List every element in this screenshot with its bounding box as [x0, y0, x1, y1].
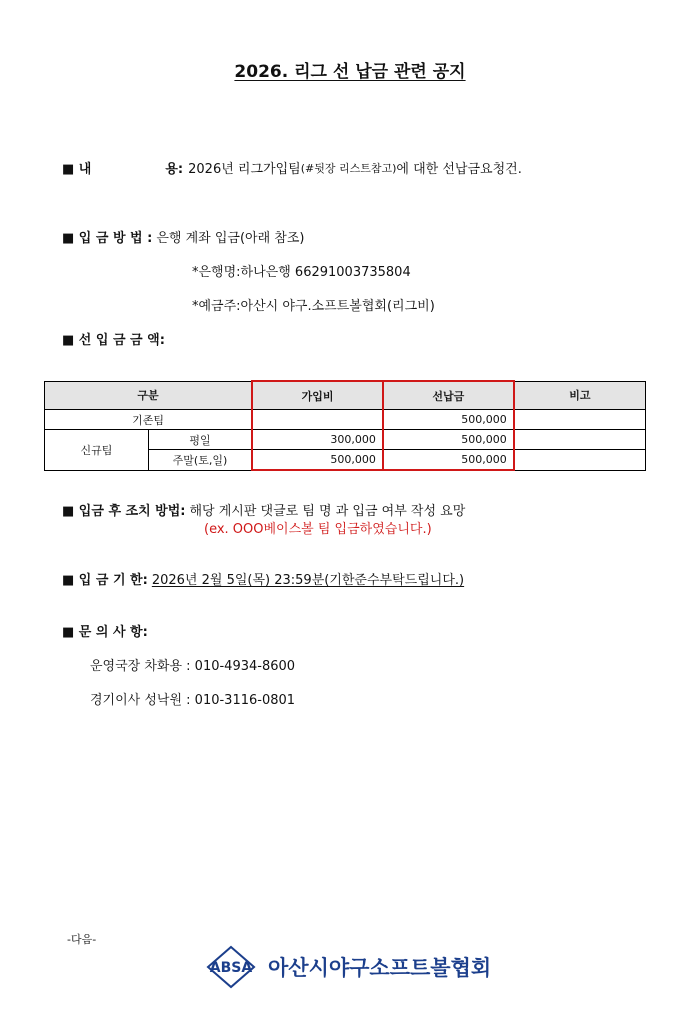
org-name: 아산시야구소프트볼협회 — [268, 956, 492, 980]
table-row — [45, 410, 646, 430]
content-text-b: 에 대한 선납금요청건. — [396, 162, 522, 177]
row-weekday-note — [514, 430, 646, 450]
row-existing-label: 기존팀 — [45, 410, 253, 430]
row-weekend-prepay: 500,000 — [383, 450, 514, 471]
header-category: 구분 — [45, 381, 253, 410]
row-weekday-fee: 300,000 — [252, 430, 383, 450]
table-header-row — [45, 381, 646, 410]
footer-note: -다음- — [67, 933, 97, 946]
after-label: ■ 입금 후 조치 방법: — [62, 504, 186, 519]
content-row — [62, 158, 522, 177]
row-weekend-note — [514, 450, 646, 471]
header-note: 비고 — [514, 381, 646, 410]
fee-table — [44, 380, 646, 471]
inquiry-row — [62, 621, 148, 640]
deadline-label: ■ 입 금 기 한: — [62, 573, 148, 588]
after-example: (ex. OOO베이스볼 팀 입금하였습니다.) — [204, 522, 432, 537]
after-row — [62, 500, 465, 519]
contact-1: 운영국장 차화용 : 010-4934-8600 — [90, 659, 296, 674]
deadline-row — [62, 569, 464, 588]
header-fee: 가입비 — [252, 381, 383, 410]
org-logo — [200, 945, 491, 989]
bank-info: *은행명:하나은행 66291003735804 — [192, 265, 411, 280]
row-weekend-fee: 500,000 — [252, 450, 383, 471]
row-existing-note — [514, 410, 646, 430]
content-label-suffix: 용: — [165, 162, 184, 177]
row-existing-prepay: 500,000 — [383, 410, 514, 430]
amount-row — [62, 329, 165, 348]
contact-2: 경기이사 성낙원 : 010-3116-0801 — [90, 693, 296, 708]
content-text-a: 2026년 리그가입팀 — [188, 162, 301, 177]
logo-mark-text: ABSA — [209, 960, 253, 976]
after-text: 해당 게시판 댓글로 팀 명 과 입금 여부 작성 요망 — [189, 504, 466, 519]
method-row — [62, 227, 304, 246]
content-label: ■ 내 — [62, 162, 92, 177]
row-weekday-label: 평일 — [148, 430, 252, 450]
inquiry-label: ■ 문 의 사 항: — [62, 625, 148, 640]
content-text-small: (#뒷장 리스트참고) — [300, 161, 397, 175]
header-prepay: 선납금 — [383, 381, 514, 410]
page-title: 2026. 리그 선 납금 관련 공지 — [234, 62, 466, 82]
method-text: 은행 계좌 입금(아래 참조) — [156, 231, 305, 246]
amount-label: ■ 선 입 금 금 액: — [62, 333, 165, 348]
account-holder: *예금주:아산시 야구.소프트볼협회(리그비) — [192, 299, 435, 314]
table-row — [45, 430, 646, 450]
method-label: ■ 입 금 방 법 : — [62, 231, 153, 246]
row-weekday-prepay: 500,000 — [383, 430, 514, 450]
row-existing-fee — [252, 410, 383, 430]
row-weekend-label: 주말(토,일) — [148, 450, 252, 471]
deadline-text: 2026년 2월 5일(목) 23:59분(기한준수부탁드립니다.) — [151, 573, 465, 588]
row-new-team-label: 신규팀 — [45, 430, 149, 471]
absa-logo-icon — [200, 945, 262, 989]
